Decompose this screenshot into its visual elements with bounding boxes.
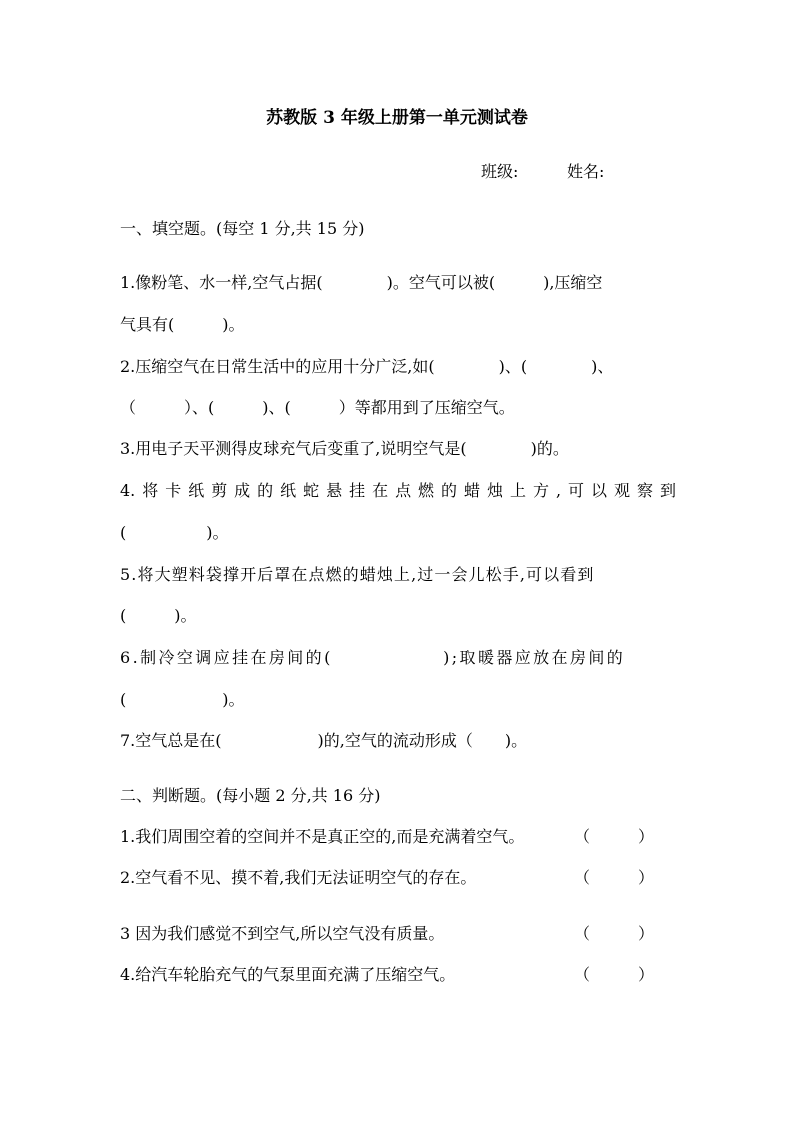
question-6-line-2: ( )。 (120, 690, 245, 709)
question-4-line-1 (120, 481, 676, 501)
question-4-char: 以 (591, 481, 608, 500)
question-4-char: 上 (509, 481, 526, 500)
question-4-char: 悬 (326, 481, 343, 500)
question-4-char: 纸 (280, 481, 297, 500)
question-4-line-2: ( )。 (120, 523, 229, 542)
question-4-char: 成 (234, 481, 251, 500)
page-title: 苏教版 3 年级上册第一单元测试卷 (266, 108, 528, 128)
question-5-line-2: ( )。 (120, 606, 197, 625)
question-4-char: 可 (568, 481, 585, 500)
question-4-char: 烛 (487, 481, 504, 500)
question-7: 7.空气总是在( )的,空气的流动形成（ )。 (120, 731, 528, 750)
question-4-char: 挂 (349, 481, 366, 500)
question-4-char: 在 (372, 481, 389, 500)
judgement-3-answer: （ ） (574, 924, 655, 943)
question-2-line-2: （ ）、( )、( ）等都用到了压缩空气。 (120, 398, 515, 417)
judgement-4: 4.给汽车轮胎充气的气泵里面充满了压缩空气。 (120, 965, 456, 984)
question-4-char: 剪 (211, 481, 228, 500)
judgement-1: 1.我们周围空着的空间并不是真正空的,而是充满着空气。 (120, 827, 525, 846)
question-4-char: 的 (257, 481, 274, 500)
section-1-heading: 一、填空题。(每空 1 分,共 15 分) (120, 219, 365, 238)
name-label: 姓名: (567, 162, 605, 181)
question-1-line-2: 气具有( )。 (120, 315, 245, 334)
question-4-char: , (555, 481, 562, 500)
question-4-char: 到 (659, 481, 676, 500)
question-4-char: 观 (613, 481, 630, 500)
question-4-char: 点 (395, 481, 412, 500)
question-4-char: 蜡 (464, 481, 481, 500)
judgement-4-answer: （ ） (574, 965, 655, 984)
judgement-3: 3 因为我们感觉不到空气,所以空气没有质量。 (120, 924, 445, 943)
question-5-line-1: 5.将大塑料袋撑开后罩在点燃的蜡烛上,过一会儿松手,可以看到 (120, 565, 595, 584)
judgement-2: 2.空气看不见、摸不着,我们无法证明空气的存在。 (120, 868, 477, 887)
question-2-line-1: 2.压缩空气在日常生活中的应用十分广泛,如( )、( )、 (120, 357, 614, 376)
question-4-char: 纸 (188, 481, 205, 500)
judgement-2-answer: （ ） (574, 868, 655, 887)
question-4-char: 方 (532, 481, 549, 500)
section-2-heading: 二、判断题。(每小题 2 分,共 16 分) (120, 786, 381, 805)
question-4-char: 4. (120, 481, 136, 500)
question-4-char: 的 (441, 481, 458, 500)
question-4-char: 将 (142, 481, 159, 500)
question-4-char: 燃 (418, 481, 435, 500)
question-4-char: 察 (636, 481, 653, 500)
question-1-line-1: 1.像粉笔、水一样,空气占据( )。空气可以被( ),压缩空 (120, 273, 603, 292)
class-label: 班级: (481, 162, 519, 181)
question-4-char: 卡 (165, 481, 182, 500)
question-4-char: 蛇 (303, 481, 320, 500)
question-3: 3.用电子天平测得皮球充气后变重了,说明空气是( )的。 (120, 439, 569, 458)
judgement-1-answer: （ ） (574, 827, 655, 846)
question-6-line-1: 6.制冷空调应挂在房间的( );取暖器应放在房间的 (120, 648, 626, 667)
